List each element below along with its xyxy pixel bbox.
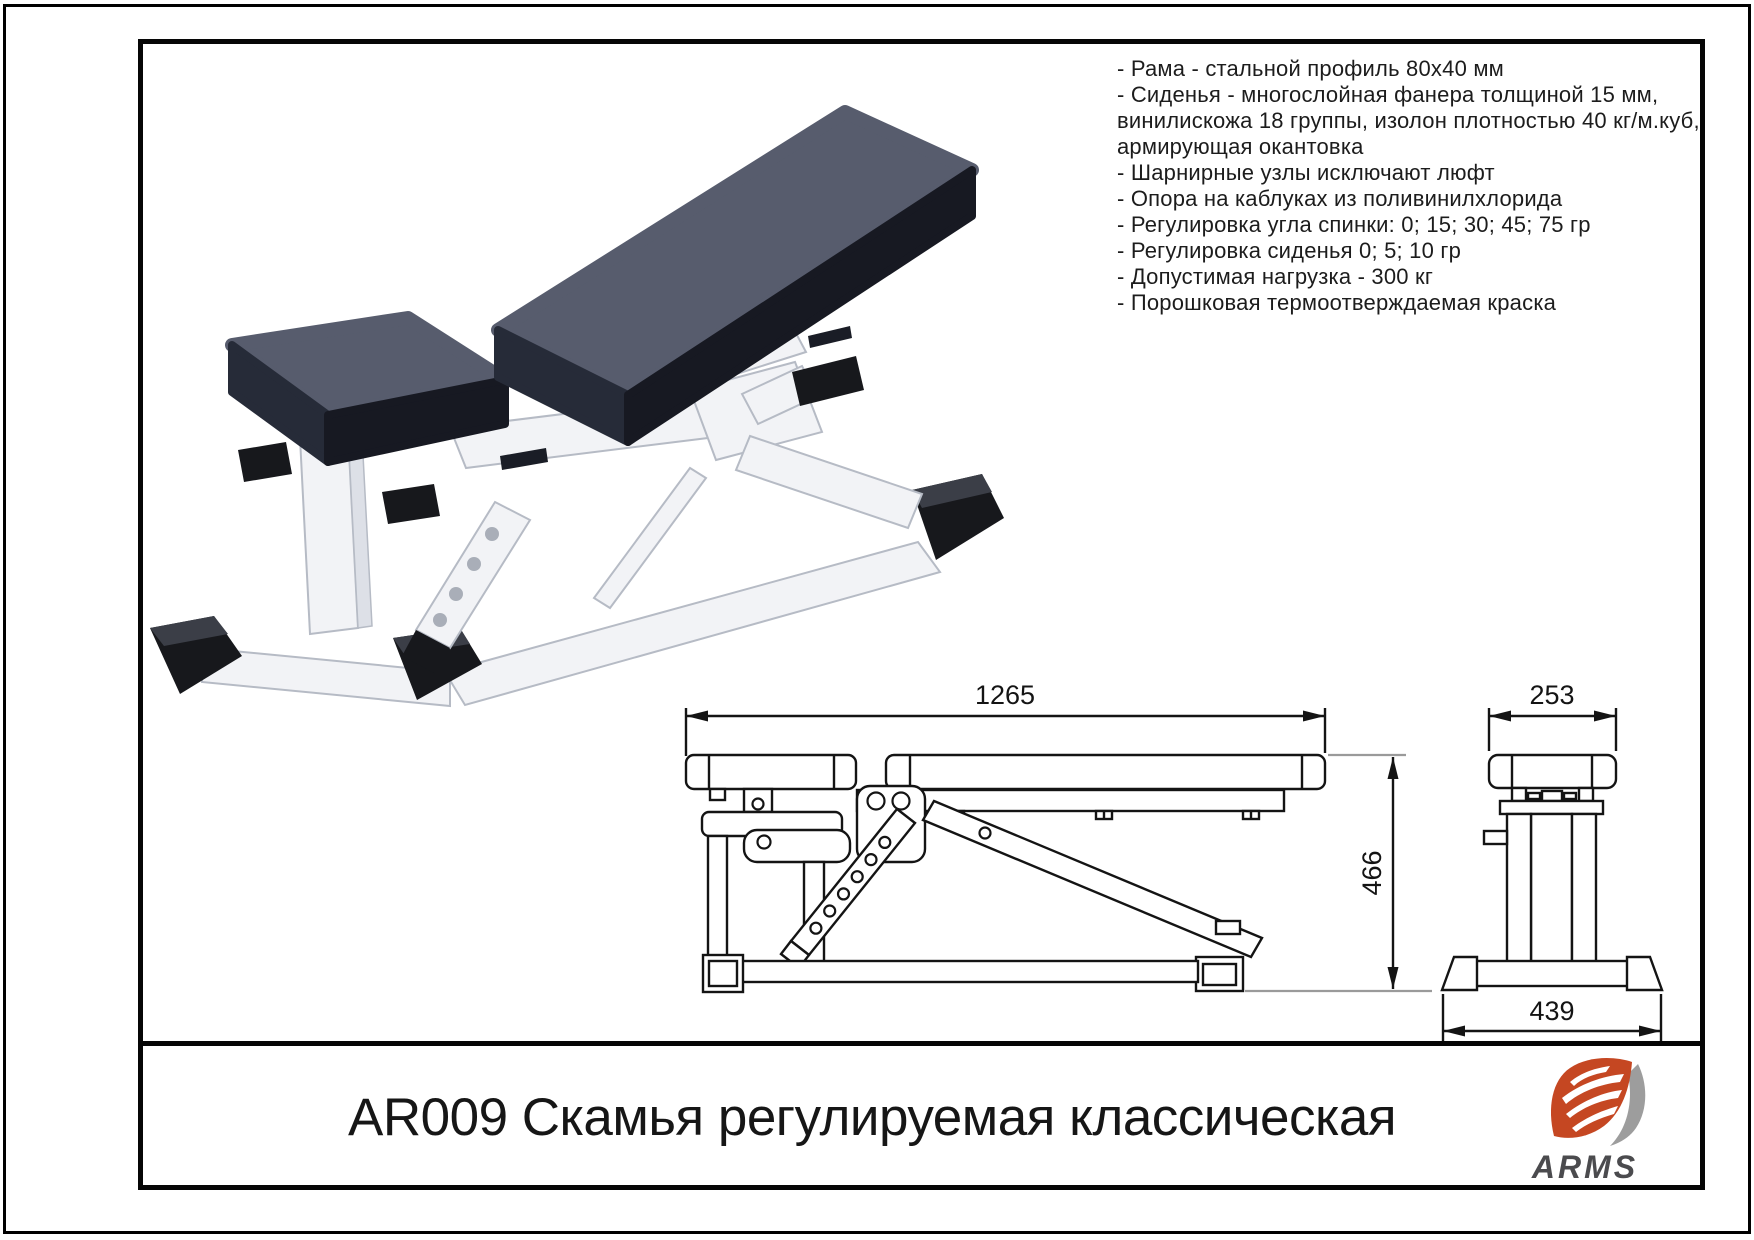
- diagonal-brace: [594, 468, 706, 608]
- side-backrest-pad: [886, 755, 1325, 789]
- side-seat-tab: [710, 789, 725, 800]
- side-rear-tab: [1216, 921, 1240, 934]
- side-length-label: 1265: [974, 680, 1036, 710]
- lower-rear-arm: [736, 436, 922, 528]
- side-view-length-dimension: [686, 680, 1325, 756]
- front-view-top-dimension: [1489, 680, 1616, 751]
- title-block-separator: [143, 1041, 1700, 1046]
- arms-logo-text: ARMS: [1531, 1149, 1639, 1185]
- arms-logo-icon: [1492, 1048, 1677, 1186]
- spec-line: - Регулировка сиденья 0; 5; 10 гр: [1117, 238, 1462, 263]
- adjustment-pin-rear: [808, 326, 852, 348]
- side-view-height-dimension: [1357, 757, 1399, 989]
- page-title: AR009 Скамья регулируемая классическая: [348, 1088, 1397, 1147]
- frame-cap-mid: [382, 484, 440, 524]
- side-long-brace: [923, 801, 1262, 957]
- front-view-drawing: [1442, 680, 1662, 1042]
- side-rear-bracket-inner: [1203, 964, 1236, 985]
- spec-line: - Регулировка угла спинки: 0; 15; 30; 45; 75 гр: [1117, 212, 1591, 237]
- front-hinge-detail-a: [1528, 793, 1540, 799]
- rear-right-foot: [912, 474, 1004, 560]
- front-view-base-dimension: [1443, 994, 1661, 1042]
- spec-line: - Рама - стальной профиль 80х40 мм: [1117, 56, 1504, 81]
- frame-cap-left: [238, 442, 292, 482]
- front-left-foot: [1442, 957, 1477, 990]
- spec-line: армирующая окантовка: [1117, 134, 1364, 159]
- front-right-leg: [1572, 814, 1596, 963]
- front-hinge-left: [1512, 788, 1526, 801]
- front-right-foot: [1627, 957, 1662, 990]
- front-top-plate: [1500, 801, 1603, 814]
- spec-line: - Шарнирные узлы исключают люфт: [1117, 160, 1495, 185]
- front-hinge-detail-b: [1564, 793, 1576, 799]
- front-left-leg: [1507, 814, 1531, 963]
- drawings-svg: [630, 596, 1705, 1046]
- side-height-label: 466: [1357, 850, 1387, 896]
- frame-cap-rear: [792, 356, 864, 406]
- spec-list: [1117, 56, 1703, 316]
- spec-line: - Допустимая нагрузка - 300 кг: [1117, 264, 1434, 289]
- technical-drawings: [630, 596, 1705, 1046]
- front-hinge-right: [1579, 788, 1593, 801]
- spec-line: - Опора на каблуках из поливинилхлорида: [1117, 186, 1563, 211]
- spec-line: - Сиденья - многослойная фанера толщиной 15 мм,: [1117, 82, 1659, 107]
- rail-tabs: [948, 811, 1259, 819]
- arms-logo: [1492, 1048, 1677, 1186]
- front-peg: [1484, 831, 1507, 844]
- side-view-drawing: [686, 680, 1432, 992]
- front-base-width-label: 439: [1529, 996, 1575, 1026]
- side-seat-pad: [686, 755, 856, 789]
- spec-line: винилискожа 18 группы, изолон плотностью 40 кг/м.куб,: [1117, 108, 1700, 133]
- front-base-beam: [1476, 961, 1628, 986]
- spec-line: - Порошковая термоотверждаемая краска: [1117, 290, 1557, 315]
- side-base-beam: [710, 961, 1198, 982]
- front-hinge-center: [1542, 791, 1562, 801]
- side-front-post: [708, 836, 727, 963]
- front-center-column: [1531, 814, 1572, 963]
- front-pad: [1489, 755, 1616, 788]
- side-front-foot-inner: [709, 961, 737, 986]
- front-top-width-label: 253: [1529, 680, 1575, 710]
